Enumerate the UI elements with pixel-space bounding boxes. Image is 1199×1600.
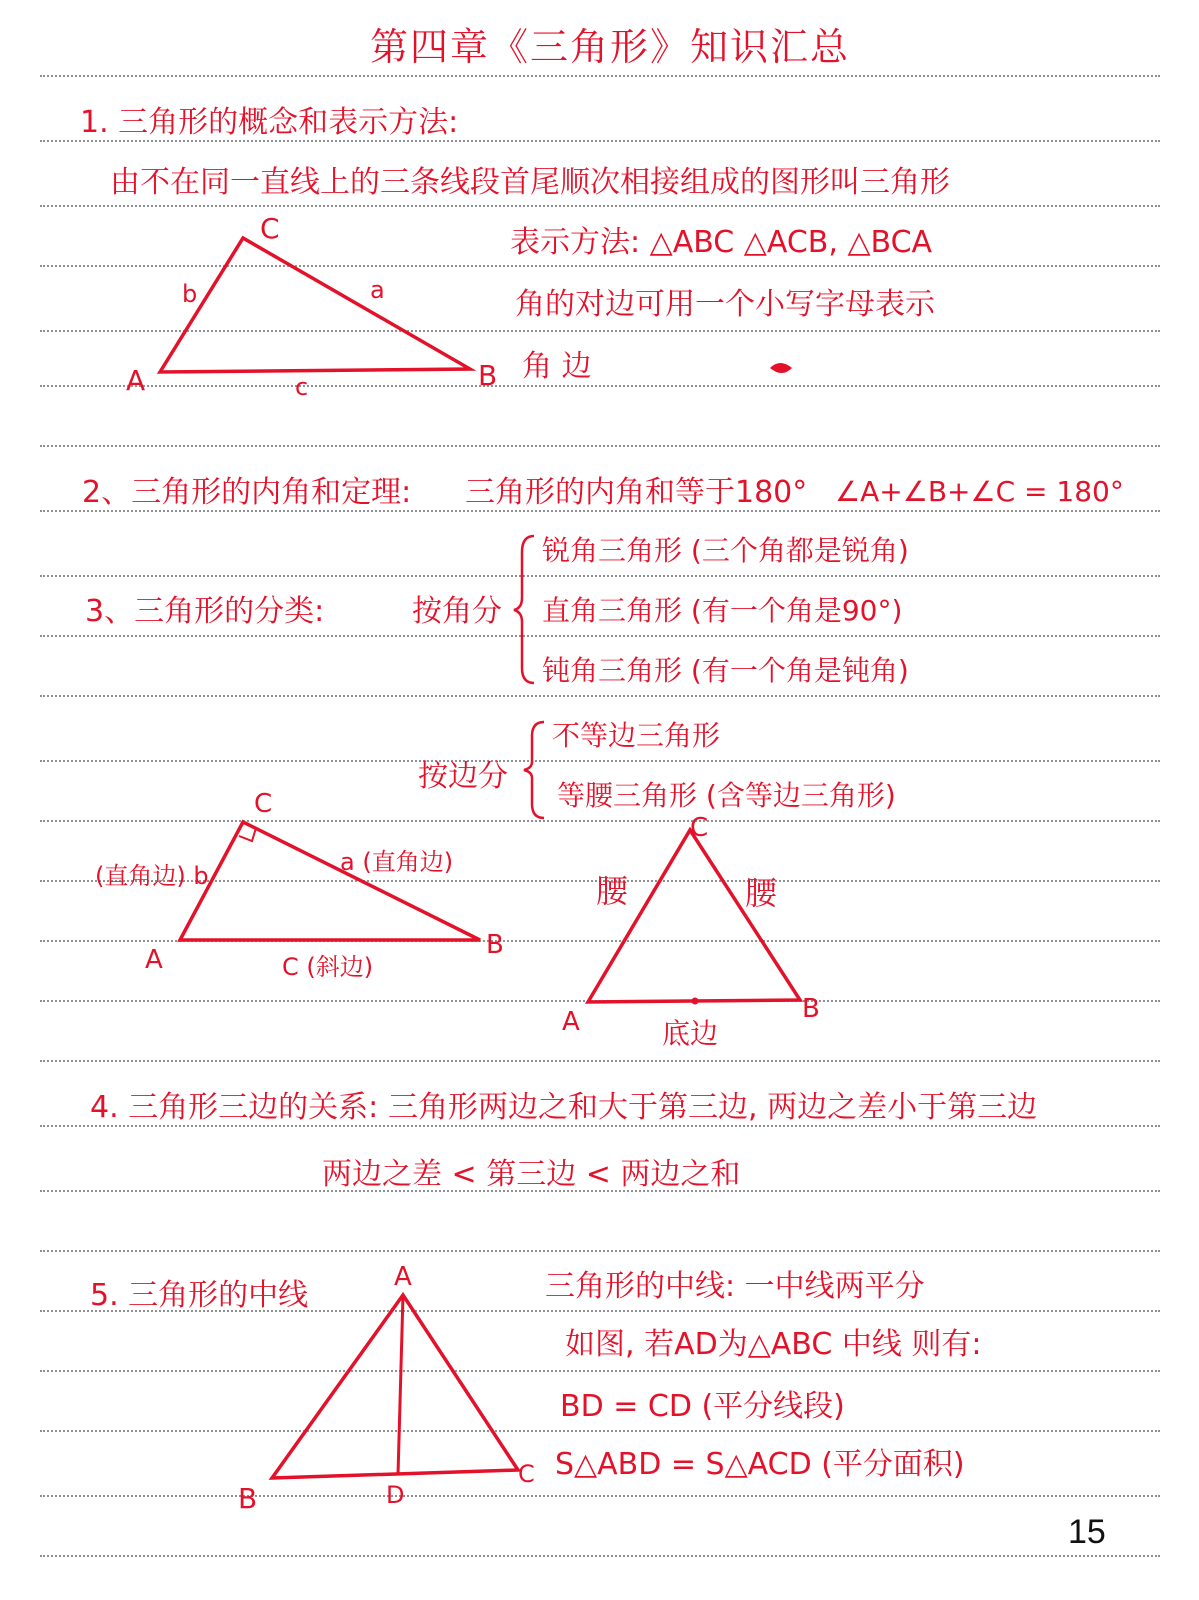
side-class-scalene: 不等边三角形 bbox=[552, 719, 721, 752]
iso-label-c: C bbox=[690, 813, 709, 843]
angle-class-obtuse: 钝角三角形 (有一个角是钝角) bbox=[542, 654, 909, 687]
side-label-c: c bbox=[295, 373, 309, 401]
page-number: 15 bbox=[1068, 1513, 1106, 1551]
iso-left-leg: 腰 bbox=[596, 872, 629, 910]
section-1-definition: 由不在同一直线上的三条线段首尾顺次相接组成的图形叫三角形 bbox=[110, 165, 950, 200]
vertex-label-a: A bbox=[126, 364, 146, 397]
section-5-line-3: BD = CD (平分线段) bbox=[560, 1389, 845, 1424]
section-5-line-4: S△ABD = S△ACD (平分面积) bbox=[555, 1447, 965, 1482]
right-tri-left-leg: (直角边) b bbox=[95, 862, 209, 890]
section-1-side-note: 角的对边可用一个小写字母表示 bbox=[515, 287, 935, 322]
angle-class-right: 直角三角形 (有一个角是90°) bbox=[542, 594, 903, 627]
median-label-b: B bbox=[238, 1482, 258, 1515]
section-4-inequality: 两边之差 < 第三边 < 两边之和 bbox=[322, 1157, 741, 1192]
section-1-angle-side: 角 边 bbox=[522, 349, 592, 384]
by-side-label: 按边分 bbox=[418, 759, 508, 794]
iso-label-b: B bbox=[802, 994, 820, 1024]
iso-base: 底边 bbox=[662, 1017, 719, 1050]
median-label-a: A bbox=[394, 1262, 412, 1292]
section-1-heading: 1. 三角形的概念和表示方法: bbox=[80, 105, 459, 140]
section-2-heading: 2、三角形的内角和定理: bbox=[82, 475, 412, 510]
section-1-notation: 表示方法: △ABC △ACB, △BCA bbox=[510, 225, 933, 260]
section-3-heading: 3、三角形的分类: bbox=[85, 594, 325, 629]
median-label-c: C bbox=[518, 1460, 535, 1488]
vertex-label-c: C bbox=[260, 212, 280, 245]
section-5-line-2: 如图, 若AD为△ABC 中线 则有: bbox=[565, 1327, 982, 1362]
iso-label-a: A bbox=[562, 1007, 580, 1037]
side-class-isosceles: 等腰三角形 (含等边三角形) bbox=[557, 779, 896, 812]
right-tri-right-leg: a (直角边) bbox=[340, 848, 454, 876]
section-4-heading: 4. 三角形三边的关系: bbox=[90, 1090, 379, 1125]
iso-right-leg: 腰 bbox=[745, 874, 778, 912]
section-5-line-1: 三角形的中线: 一中线两平分 bbox=[545, 1269, 925, 1304]
right-tri-hypotenuse: C (斜边) bbox=[282, 953, 374, 981]
right-tri-label-a: A bbox=[145, 945, 163, 975]
median-ad bbox=[398, 1295, 403, 1475]
right-tri-label-b: B bbox=[486, 930, 504, 960]
section-4-statement: 三角形两边之和大于第三边, 两边之差小于第三边 bbox=[388, 1090, 1038, 1125]
page-title: 第四章《三角形》知识汇总 bbox=[370, 25, 851, 69]
section-2-statement: 三角形的内角和等于180° bbox=[465, 475, 808, 510]
median-triangle-outline bbox=[272, 1295, 518, 1478]
median-label-d: D bbox=[386, 1481, 405, 1509]
section-5-heading: 5. 三角形的中线 bbox=[90, 1278, 309, 1313]
angle-class-acute: 锐角三角形 (三个角都是锐角) bbox=[542, 534, 909, 567]
right-tri-label-c: C bbox=[254, 789, 273, 819]
vertex-label-b: B bbox=[478, 359, 498, 392]
side-label-a: a bbox=[370, 276, 385, 304]
by-angle-label: 按角分 bbox=[412, 594, 502, 629]
side-label-b: b bbox=[182, 280, 198, 308]
section-2-formula: ∠A+∠B+∠C = 180° bbox=[835, 475, 1124, 508]
